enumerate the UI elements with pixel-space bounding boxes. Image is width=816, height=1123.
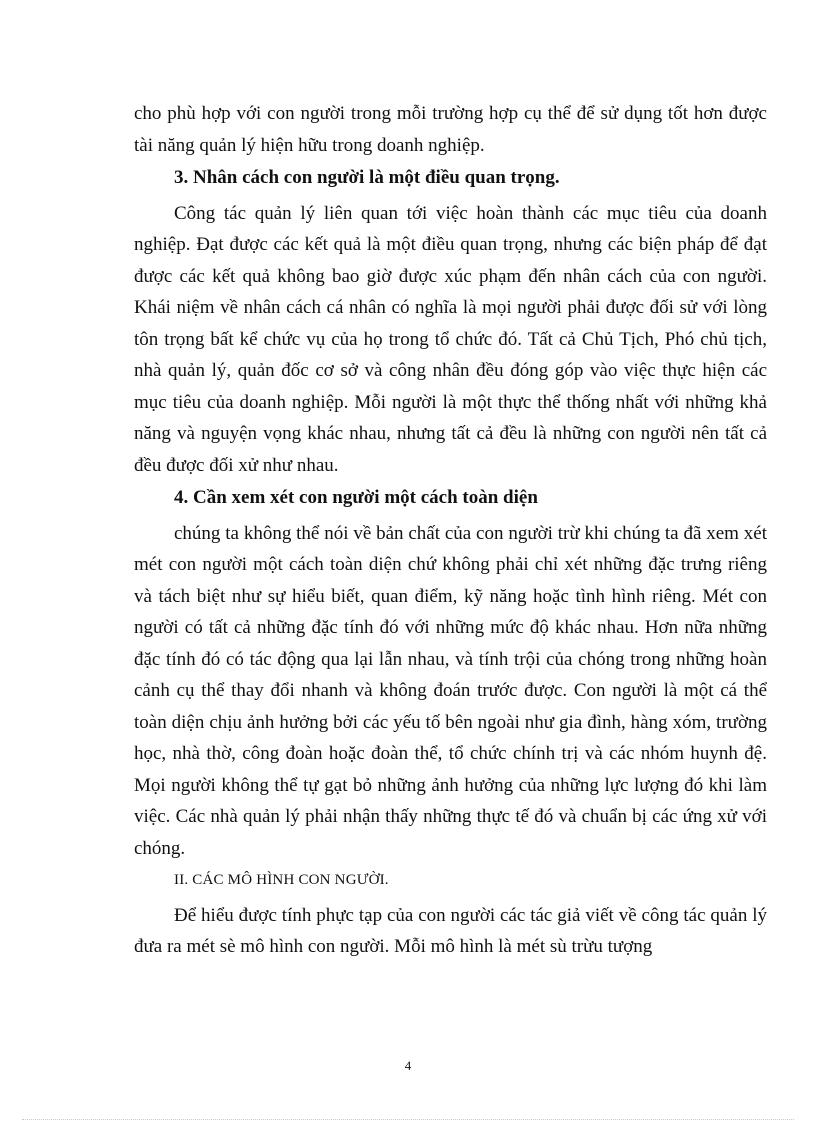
page-bottom-divider (22, 1119, 794, 1120)
paragraph-personality: Công tác quản lý liên quan tới việc hoàn thành các mục tiêu của doanh nghiệp. Đạt được các kết quả là một điều quan trọng, nhưng các biện pháp để đạt được các kết quả không bao giờ được xúc phạm đến nhân cách của con người. Khái niệm về nhân cách cá nhân có nghĩa là mọi người phải được đối sử với lòng tôn trọng bất kể chức vụ của họ trong tổ chức đó. Tất cả Chủ Tịch, Phó chủ tịch, nhà quản lý, quản đốc cơ sở và công nhân đều đóng góp vào việc thực hiện các mục tiêu của doanh nghiệp. Mỗi người là một thực thể thống nhất với những khả năng và nguyện vọng khác nhau, nhưng tất cả đều là những con người nên tất cả đều được đối xử như nhau. (134, 202, 767, 476)
paragraph-holistic-view: chúng ta không thể nói về bản chất của con người trừ khi chúng ta đã xem xét mét con người một cách toàn diện chứ không phải chỉ xét những đặc trưng riêng và tách biệt như sự hiểu biết, quan điểm, kỹ năng hoặc tình hình riêng. Mét con người có tất cả những đặc tính đó với những mức độ khác nhau. Hơn nữa những đặc tính đó có tác động qua lại lẫn nhau, và tính trội của chóng trong những hoàn cảnh cụ thể thay đổi nhanh và không đoán trước được. Con người là một cá thể toàn diện chịu ảnh hưởng bởi các yếu tố bên ngoài như gia đình, hàng xóm, trường học, nhà thờ, công đoàn hoặc đoàn thể, tổ chức chính trị và các nhóm huynh đệ. Mọi người không thể tự gạt bỏ những ảnh hưởng của những lực lượng đó khi làm việc. Các nhà quản lý phải nhận thấy những thực tế đó và chuẩn bị các ứng xử với chóng. (134, 522, 767, 859)
heading-personality: 3. Nhân cách con người là một điều quan trọng. (174, 167, 560, 188)
paragraph-human-models: Để hiểu được tính phực tạp của con người các tác giả viết về công tác quản lý đưa ra mét sè mô hình con người. Mỗi mô hình là mét sù trừu tượng (134, 904, 767, 957)
heading-holistic-view: 4. Cần xem xét con người một cách toàn diện (174, 487, 538, 508)
paragraph-continuation: cho phù hợp với con người trong mỗi trường hợp cụ thể để sử dụng tốt hơn được tài năng quản lý hiện hữu trong doanh nghiệp. (134, 103, 767, 156)
page-number: 4 (404, 1058, 412, 1073)
page-body (134, 98, 767, 963)
section-title-human-models: II. CÁC MÔ HÌNH CON NGƯỜI. (174, 872, 389, 888)
